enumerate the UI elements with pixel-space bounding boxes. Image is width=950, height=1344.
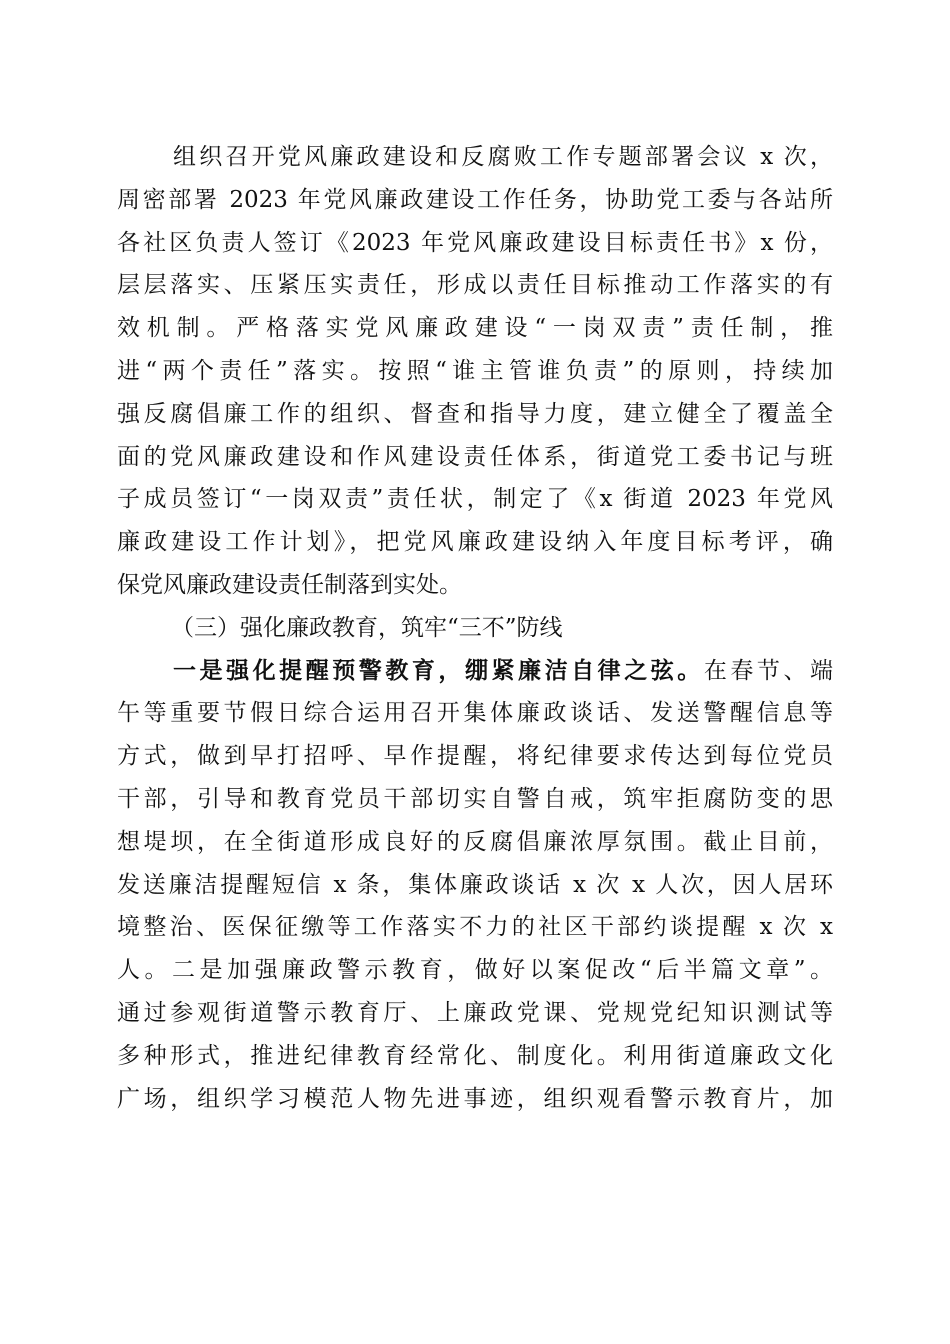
paragraph-line: 周密部署 2023 年党风廉政建设工作任务，协助党工委与各站所 [117,186,833,213]
section-heading: （三）强化廉政教育，筑牢“三不”防线 [171,614,563,641]
paragraph-line: 想堤坝，在全街道形成良好的反腐倡廉浓厚氛围。截止目前， [117,828,833,855]
paragraph-line: 各社区负责人签订《2023 年党风廉政建设目标责任书》x 份， [117,229,833,256]
paragraph-line: 多种形式，推进纪律教育经常化、制度化。利用街道廉政文化 [117,1042,833,1069]
paragraph-line: 组织召开党风廉政建设和反腐败工作专题部署会议 x 次， [173,144,833,170]
paragraph-line: 层层落实、压紧压实责任，形成以责任目标推动工作落实的有 [117,272,833,299]
paragraph-lead: 一是强化提醒预警教育，绷紧廉洁自律之弦。 [173,656,704,684]
paragraph-line: 效机制。严格落实党风廉政建设“一岗双责”责任制，推 [117,315,833,342]
paragraph-line: 通过参观街道警示教育厅、上廉政党课、党规党纪知识测试等 [117,999,833,1026]
document-body [117,136,833,1120]
paragraph-line: 境整治、医保征缴等工作落实不力的社区干部约谈提醒 x 次 x [117,914,833,941]
paragraph-line: 子成员签订“一岗双责”责任状，制定了《x 街道 2023 年党风 [117,486,833,513]
paragraph-line: 强反腐倡廉工作的组织、督查和指导力度，建立健全了覆盖全 [117,400,833,427]
paragraph-line: 廉政建设工作计划》，把党风廉政建设纳入年度目标考评，确 [117,529,833,556]
paragraph-line: 面的党风廉政建设和作风建设责任体系，街道党工委书记与班 [117,443,833,470]
paragraph-line: 干部，引导和教育党员干部切实自警自戒，筑牢拒腐防变的思 [117,785,833,812]
paragraph-line: 广场，组织学习模范人物先进事迹，组织观看警示教育片，加 [117,1085,833,1112]
paragraph-line: 方式，做到早打招呼、早作提醒，将纪律要求传达到每位党员 [117,743,833,770]
paragraph-line: 午等重要节假日综合运用召开集体廉政谈话、发送警醒信息等 [117,700,833,727]
paragraph-line: 保党风廉政建设责任制落到实处。 [117,571,462,598]
paragraph-line: 发送廉洁提醒短信 x 条，集体廉政谈话 x 次 x 人次，因人居环 [117,871,833,898]
paragraph-line: 进“两个责任”落实。按照“谁主管谁负责”的原则，持续加 [117,357,833,384]
paragraph-line: 人。二是加强廉政警示教育，做好以案促改“后半篇文章”。 [117,957,833,984]
paragraph-line: 一是强化提醒预警教育，绷紧廉洁自律之弦。在春节、端 [173,656,834,684]
